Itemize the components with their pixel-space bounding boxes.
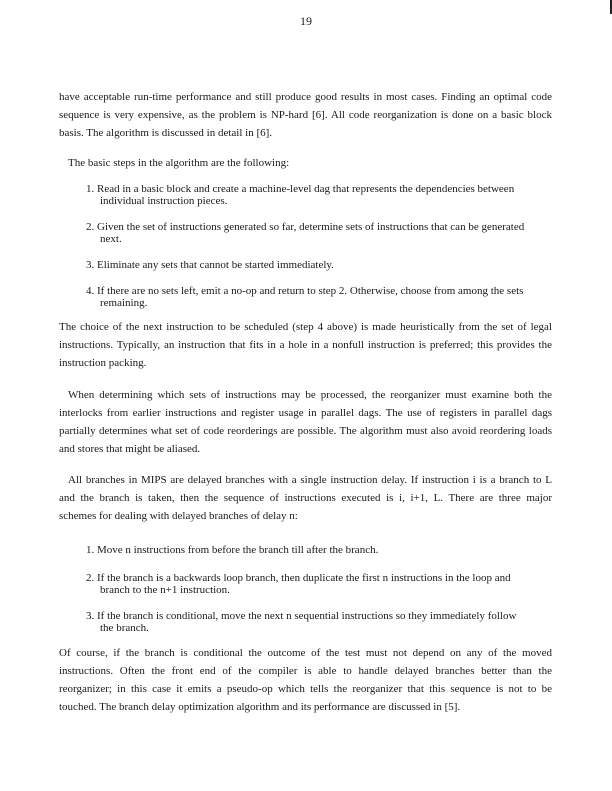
- list-number: 2.: [86, 221, 95, 233]
- list-item-text: individual instruction pieces.: [100, 195, 228, 207]
- list-item: [86, 285, 526, 309]
- list-number: 3.: [86, 259, 95, 271]
- text-line: instructions. Typically, an instruction that fits in a hole in a nonfull instruction is preferred; this provides the: [59, 339, 552, 351]
- text-line: Of course, if the branch is conditional the outcome of the test must not depend on any of the moved: [59, 647, 552, 659]
- list-item-text: branch to the n+1 instruction.: [100, 584, 230, 596]
- text-line: and the branch is taken, then the sequence of instructions executed is i, i+1, L. There are three major: [59, 492, 552, 504]
- paragraph-determining: [59, 386, 552, 458]
- text-line: instructions. Often the front end of the compiler is able to handle delayed branches better than the: [59, 665, 552, 677]
- list-item-text: If the branch is a backwards loop branch, then duplicate the first n instructions in the loop and: [97, 572, 511, 584]
- text-line: The basic steps in the algorithm are the following:: [68, 157, 290, 169]
- list-number: 1.: [86, 183, 95, 195]
- paragraph-steps-intro: [68, 154, 468, 172]
- paragraph-branches: [59, 471, 552, 525]
- list-item: [86, 610, 526, 634]
- paragraph-of-course: [59, 644, 552, 716]
- list-item: [86, 572, 526, 596]
- text-line: have acceptable run-time performance and still produce good results in most cases. Finding an optimal code: [59, 91, 552, 103]
- list-number: 1.: [86, 544, 95, 556]
- text-line: All branches in MIPS are delayed branches with a single instruction delay. If instruction i is a branch to L: [68, 474, 552, 486]
- list-item: [86, 259, 526, 271]
- text-line: interlocks from earlier instructions and register usage in parallel dags. The use of registers in parallel dags: [59, 407, 552, 419]
- list-item-text: Eliminate any sets that cannot be started immediately.: [97, 259, 334, 271]
- list-number: 4.: [86, 285, 95, 297]
- list-number: 3.: [86, 610, 95, 622]
- text-line: When determining which sets of instructions may be processed, the reorganizer must examine both the: [68, 389, 552, 401]
- page-number: 19: [300, 14, 312, 28]
- text-line: and stores that might be aliased.: [59, 443, 201, 455]
- list-item-text: remaining.: [100, 297, 148, 309]
- paragraph-choice: [59, 318, 552, 372]
- list-item-text: If there are no sets left, emit a no-op and return to step 2. Otherwise, choose from among the sets: [97, 285, 524, 297]
- list-item-text: Read in a basic block and create a machine-level dag that represents the dependencies between: [97, 183, 515, 195]
- list-item-text: Given the set of instructions generated so far, determine sets of instructions that can be generated: [97, 221, 525, 233]
- list-item: [86, 544, 526, 556]
- paragraph-intro: [59, 88, 552, 142]
- list-item-text: next.: [100, 233, 122, 245]
- list-item: [86, 183, 526, 207]
- text-line: touched. The branch delay optimization algorithm and its performance are discussed in [5].: [59, 701, 461, 713]
- list-number: 2.: [86, 572, 95, 584]
- text-line: The choice of the next instruction to be scheduled (step 4 above) is made heuristically from the set of legal: [59, 321, 552, 333]
- list-item: [86, 221, 526, 245]
- text-line: sequence is very expensive, as the problem is NP-hard [6]. All code reorganization is done on a basic block: [59, 109, 552, 121]
- list-item-text: Move n instructions from before the branch till after the branch.: [97, 544, 379, 556]
- list-item-text: the branch.: [100, 622, 149, 634]
- text-line: schemes for dealing with delayed branches of delay n:: [59, 510, 298, 522]
- text-line: instruction packing.: [59, 357, 147, 369]
- list-item-text: If the branch is conditional, move the next n sequential instructions so they immediately follow: [97, 610, 517, 622]
- text-line: partially determines what set of code reorderings are possible. The algorithm must also avoid reordering loads: [59, 425, 552, 437]
- text-line: reorganizer; in this case it emits a pseudo-op which tells the reorganizer that this sequence is not to be: [59, 683, 552, 695]
- text-line: basis. The algorithm is discussed in detail in [6].: [59, 127, 273, 139]
